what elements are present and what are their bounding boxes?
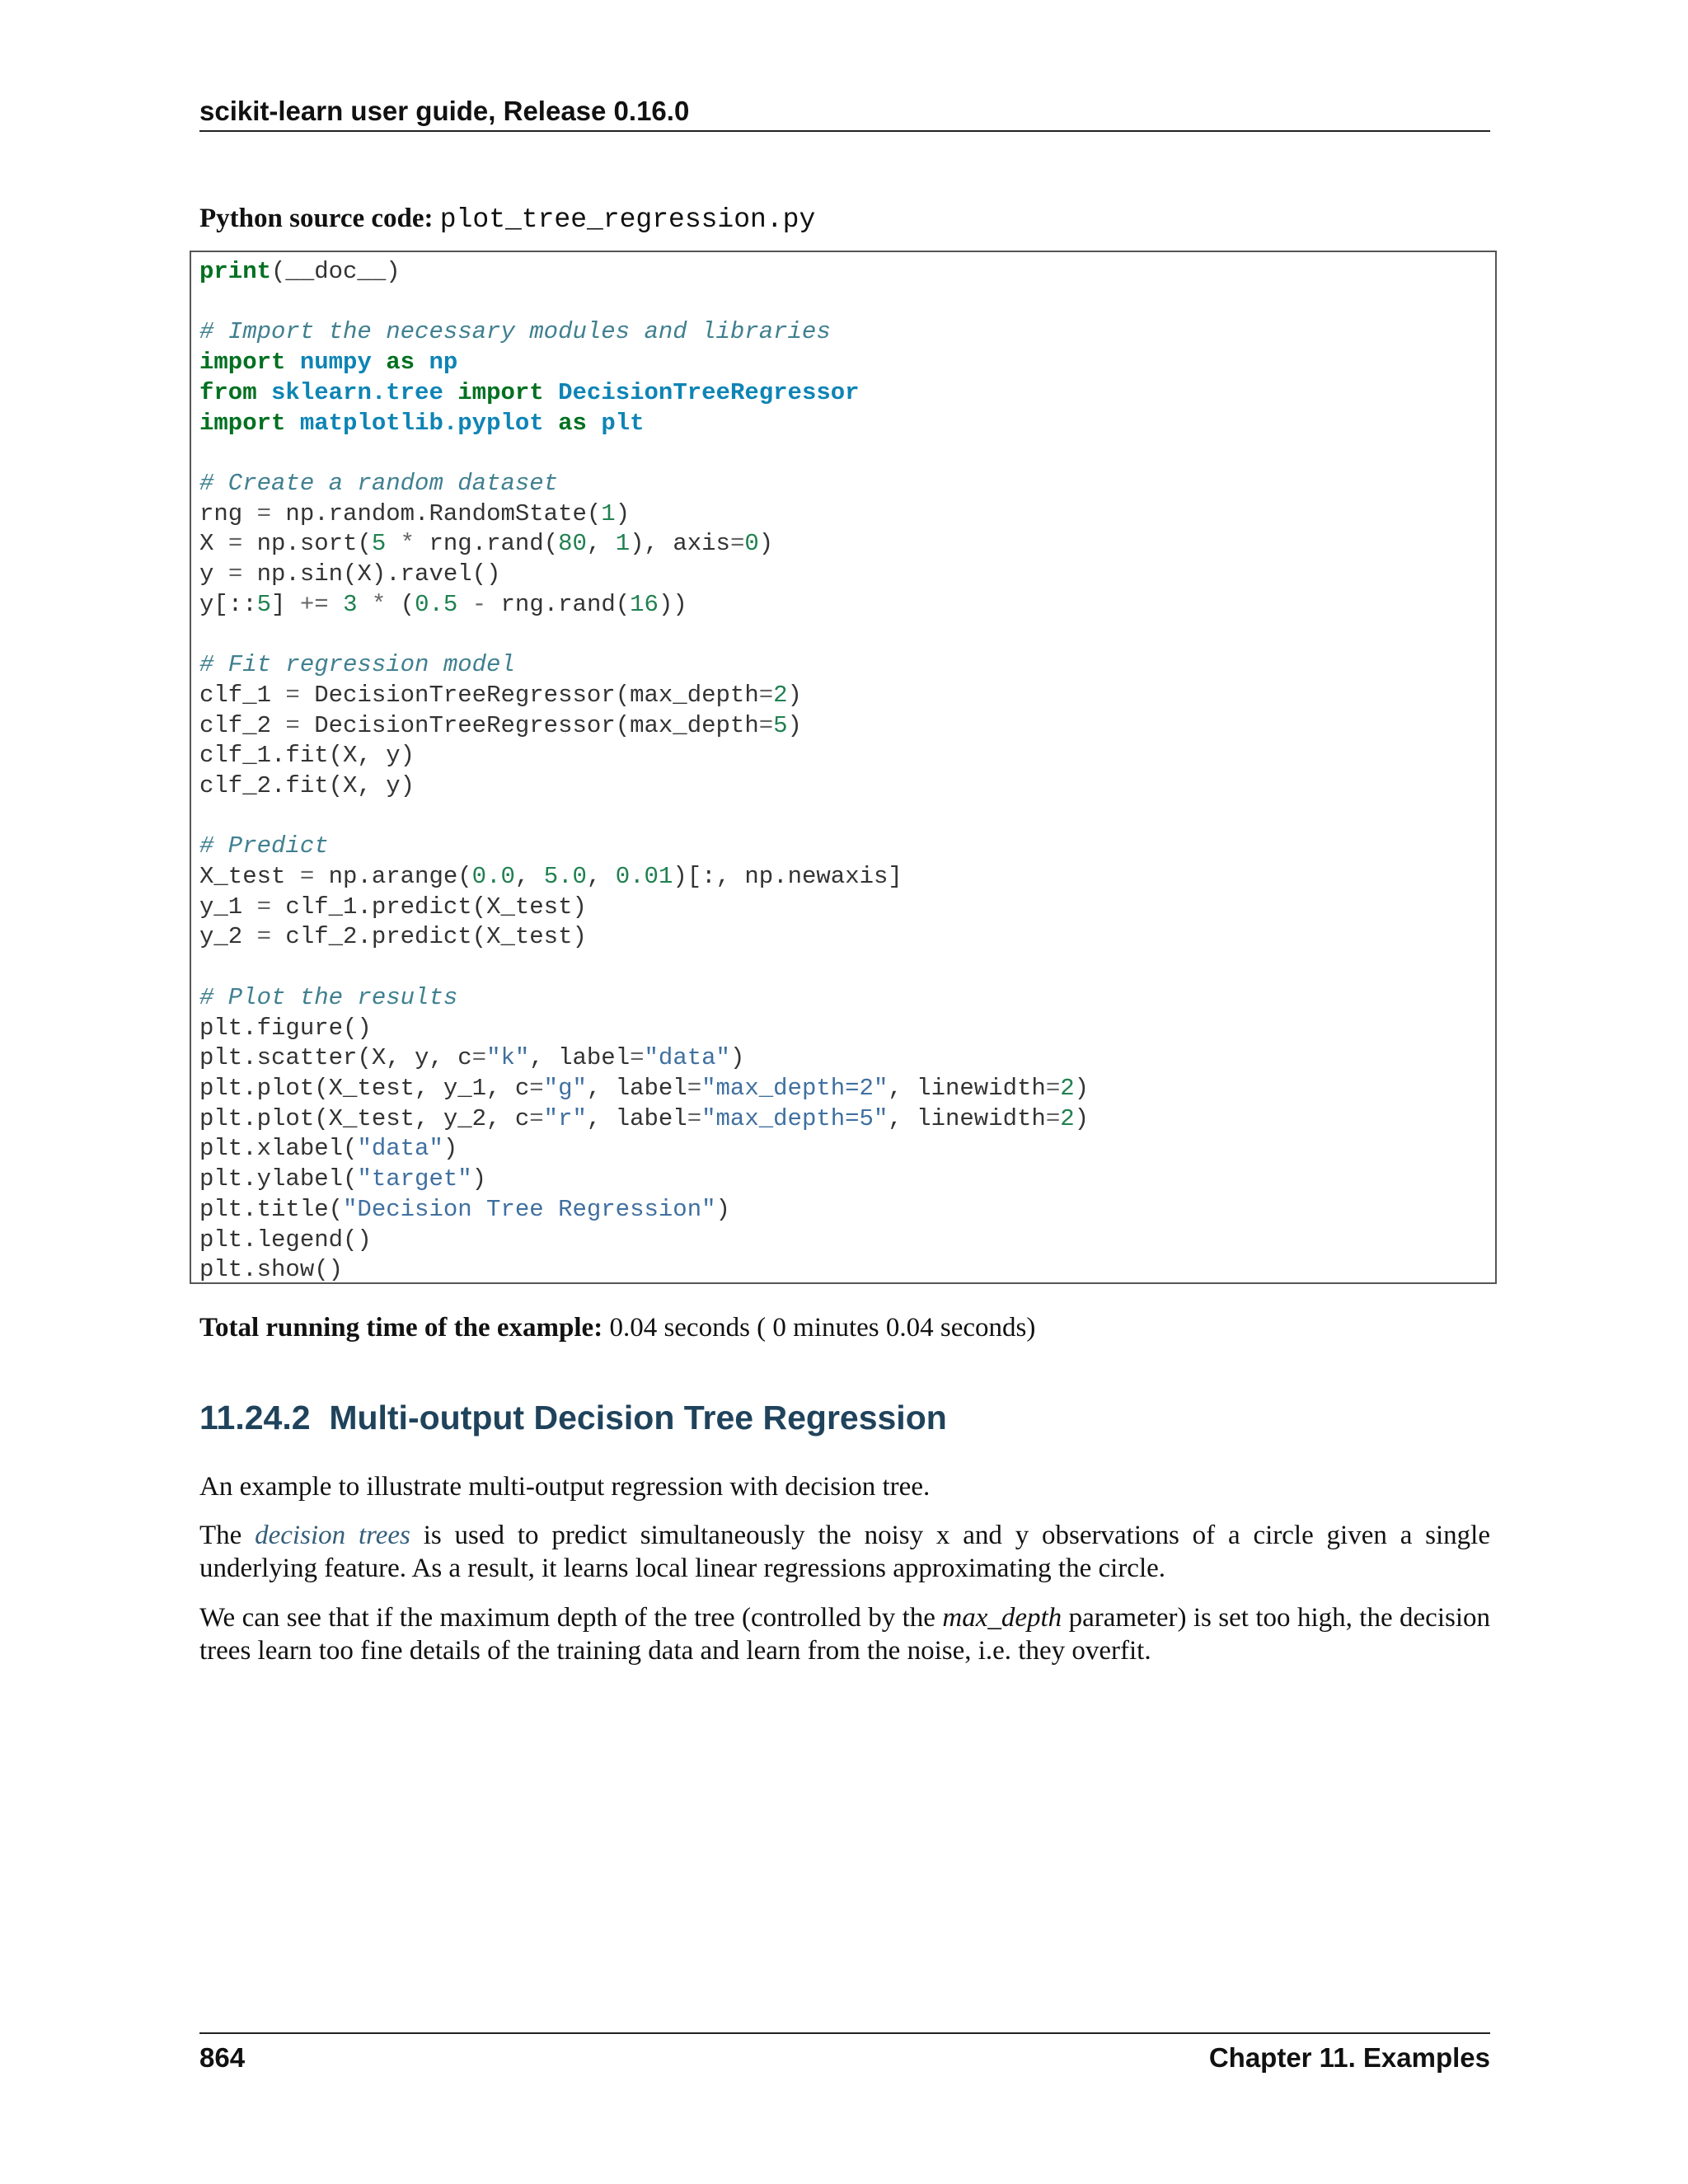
source-code-line [199, 199, 815, 239]
code-line: y_2 = clf_2.predict(X_test) [199, 923, 587, 951]
code-line: plt.title("Decision Tree Regression") [199, 1195, 730, 1223]
paragraph-text: parameter) is set too high, the decision trees learn too fine details of the training data and learn from the noise, i.e. they overfit. [199, 1603, 1491, 1666]
running-time-label: Total running time of the example: [199, 1313, 603, 1343]
code-line: # Import the necessary modules and libraries [199, 318, 831, 346]
decision-trees-link[interactable]: decision trees [255, 1521, 410, 1550]
code-line: from sklearn.tree import DecisionTreeRegressor [199, 378, 860, 406]
code-line: clf_1 = DecisionTreeRegressor(max_depth=2) [199, 681, 802, 709]
chapter-label: Chapter 11. Examples [1208, 2042, 1490, 2073]
running-time-value: 0.04 seconds ( 0 minutes 0.04 seconds) [609, 1313, 1036, 1343]
source-filename-link[interactable]: plot_tree_regression.py [439, 204, 816, 235]
code-line: # Plot the results [199, 983, 458, 1011]
paragraph-text: We can see that if the maximum depth of the tree (controlled by the [199, 1603, 943, 1633]
code-line: plt.show() [199, 1256, 344, 1284]
code-line: # Fit regression model [199, 651, 515, 679]
code-line: import matplotlib.pyplot as plt [199, 409, 645, 437]
code-line: # Predict [199, 832, 329, 860]
max-depth-term: max_depth [942, 1603, 1062, 1633]
paragraph-intro: An example to illustrate multi-output regression with decision tree. [199, 1472, 931, 1502]
code-line: X = np.sort(5 * rng.rand(80, 1), axis=0) [199, 530, 774, 558]
paragraph-text: is used to predict simultaneously the noisy x and y observations of a circle given a single underlying feature. As a result, it learns local linear regressions approximating the circle. [199, 1521, 1490, 1583]
code-line: plt.scatter(X, y, c="k", label="data") [199, 1044, 745, 1072]
code-line: import numpy as np [199, 349, 458, 377]
code-line: y_1 = clf_1.predict(X_test) [199, 893, 587, 921]
code-line: clf_2 = DecisionTreeRegressor(max_depth=5) [199, 711, 802, 739]
running-header: scikit-learn user guide, Release 0.16.0 [199, 92, 1490, 132]
code-line: plt.xlabel("data") [199, 1135, 458, 1163]
code-line: clf_2.fit(X, y) [199, 771, 415, 799]
page-number: 864 [199, 2042, 246, 2073]
paragraph-description [199, 1519, 1490, 1585]
code-line: y[::5] += 3 * (0.5 - rng.rand(16)) [199, 590, 687, 618]
source-code-label: Python source code: [199, 204, 434, 233]
code-line: X_test = np.arange(0.0, 5.0, 0.01)[:, np.newaxis] [199, 863, 903, 891]
code-line: y = np.sin(X).ravel() [199, 560, 501, 588]
code-line: plt.legend() [199, 1226, 372, 1254]
code-line: plt.plot(X_test, y_1, c="g", label="max_depth=2", linewidth=2) [199, 1074, 1090, 1102]
code-line: print(__doc__) [199, 258, 401, 285]
section-heading: 11.24.2 Multi-output Decision Tree Regression [199, 1399, 947, 1436]
code-line: plt.figure() [199, 1014, 372, 1042]
footer-rule [199, 2032, 1490, 2034]
running-time [199, 1309, 1035, 1347]
code-line: # Create a random dataset [199, 469, 559, 497]
paragraph-text: The [199, 1521, 256, 1550]
code-block [190, 251, 1497, 1284]
paragraph-overfit [199, 1601, 1490, 1667]
code-line: rng = np.random.RandomState(1) [199, 499, 631, 527]
code-listing [199, 257, 1495, 1286]
code-line: clf_1.fit(X, y) [199, 742, 415, 770]
code-line: plt.ylabel("target") [199, 1165, 487, 1193]
code-line: plt.plot(X_test, y_2, c="r", label="max_depth=5", linewidth=2) [199, 1104, 1090, 1132]
